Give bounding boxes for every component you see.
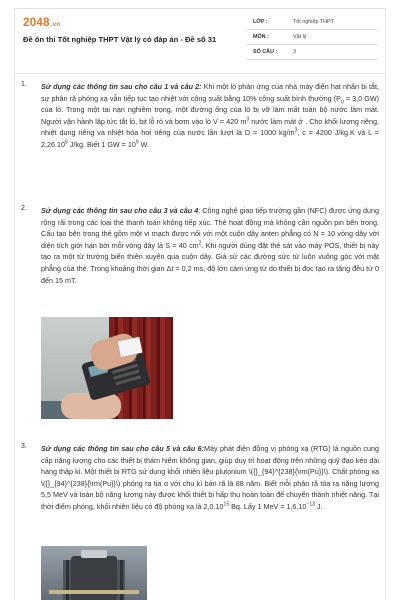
question-text: Sử dụng các thông tin sau cho câu 1 và câu 2: Khi một lò phản ứng của nhà máy điện hạt nhân bị tắt, sự phân rã phóng xạ vẫn tiếp tục tạo nhiệt với công suất bằng 10% công suất bình thường ($P_0 = 3,0$ GW) của lò. Trong một tai nạn nghiêm trọng, một đường ống của lò bị vỡ làm mất toàn bộ nước làm mát. Người vận hành lập tức tắt lò, bịt lỗ rò và bơm vào lò V = 420 $m^3$ nước làm mát ở . Cho khối lượng riêng, nhiệt dung riêng và nhiệt hóa hơi riêng của nước lần lượt là D = 1000 $kg/m^3$, c = 4200 J/kg.K và $L = 2,26.10^6$ J/kg. Biết 1 GW = $10^9$ W. [41, 82, 380, 149]
meta-row-class [247, 15, 377, 30]
document-sheet [14, 8, 386, 600]
meta-key: MÔN : [253, 34, 269, 40]
question-text: Sử dụng các thông tin sau cho câu 5 và câu 6:Máy phát điện đồng vị phóng xạ (RTG) là nguồn cung cấp năng lượng cho các thiết bị thám hiểm không gian, giúp duy trì hoạt động trên những quỹ đạo kéo dài hàng thập kỉ. Một thiết bị RTG sử dụng khối nhiên liệu plutonium \({}_{94}^{238}{\rm{Pu}}\). Chất phóng xạ \({}_{94}^{238}{\rm{Pu}}\) phóng ra tia α với chu kì bán rã là 88 năm. Biết mỗi phân rã tỏa ra năng lượng 5,5 MeV và toàn bộ năng lượng này được khối thiết bị hấp thụ hoàn toàn để chuyển thành nhiệt năng. Tại thời điểm phóng, khối nhiên liệu có độ phóng xạ là 2,0.10$^{15}$ Bq. Lấy 1 MeV = $1,6.10^{-13}$ J. [41, 444, 379, 511]
question-lead: Sử dụng các thông tin sau cho câu 5 và câu 6: [41, 444, 205, 453]
meta-value: Tốt nghiệp THPT [293, 19, 334, 25]
rtg-device-photo [41, 546, 147, 600]
site-logo[interactable]: 2048.vn [23, 17, 61, 29]
meta-table [247, 15, 377, 60]
nfc-payment-photo [41, 317, 173, 419]
meta-value: Vật lý [293, 34, 307, 40]
page-title: Đề ôn thi Tốt nghiệp THPT Vật lý có đáp án - Đề số 31 [23, 35, 217, 44]
question-lead: Sử dụng các thông tin sau cho câu 3 và câu 4 [41, 206, 199, 215]
meta-key: LỚP : [253, 19, 268, 25]
question-text: Sử dụng các thông tin sau cho câu 3 và câu 4: Công nghệ giao tiếp trường gần (NFC) được ứng dụng rộng rãi trong các loại thẻ thanh toán không tiếp xúc. Thẻ hoạt động mà không cần nguồn pin bên trong. Cấu tạo bên trong thẻ gồm một vi mạch được nối với một cuộn dây anten phẳng có N = 10 vòng dây với diện tích giới hạn bởi mỗi vòng dây là S = 40 $cm^2$. Khi người dùng đặt thẻ sát vào máy POS, thiết bị này tạo ra một từ trường biến thiên xuyên qua cuộn dây. Giả sử các đường sức từ luôn vuông góc với mặt phẳng của thẻ. Trong khoảng thời gian Δt = 0,2 ms, độ lớn cảm ứng từ do thiết bị đọc tạo ra tăng đều từ 0 đến 15 mT. [41, 206, 380, 285]
header-divider [15, 73, 385, 74]
question-number: 3. [21, 443, 27, 450]
question-lead: Sử dụng các thông tin sau cho câu 1 và câu 2: [41, 82, 202, 91]
question-1 [21, 81, 381, 191]
meta-row-count [247, 45, 377, 60]
question-number: 1. [21, 81, 27, 88]
meta-row-subject [247, 30, 377, 45]
question-3 [21, 443, 381, 543]
meta-value: 3 [293, 49, 296, 55]
meta-key: SỐ CÂU : [253, 49, 278, 55]
document-header [15, 9, 385, 63]
question-number: 2. [21, 205, 27, 212]
question-2 [21, 205, 381, 315]
